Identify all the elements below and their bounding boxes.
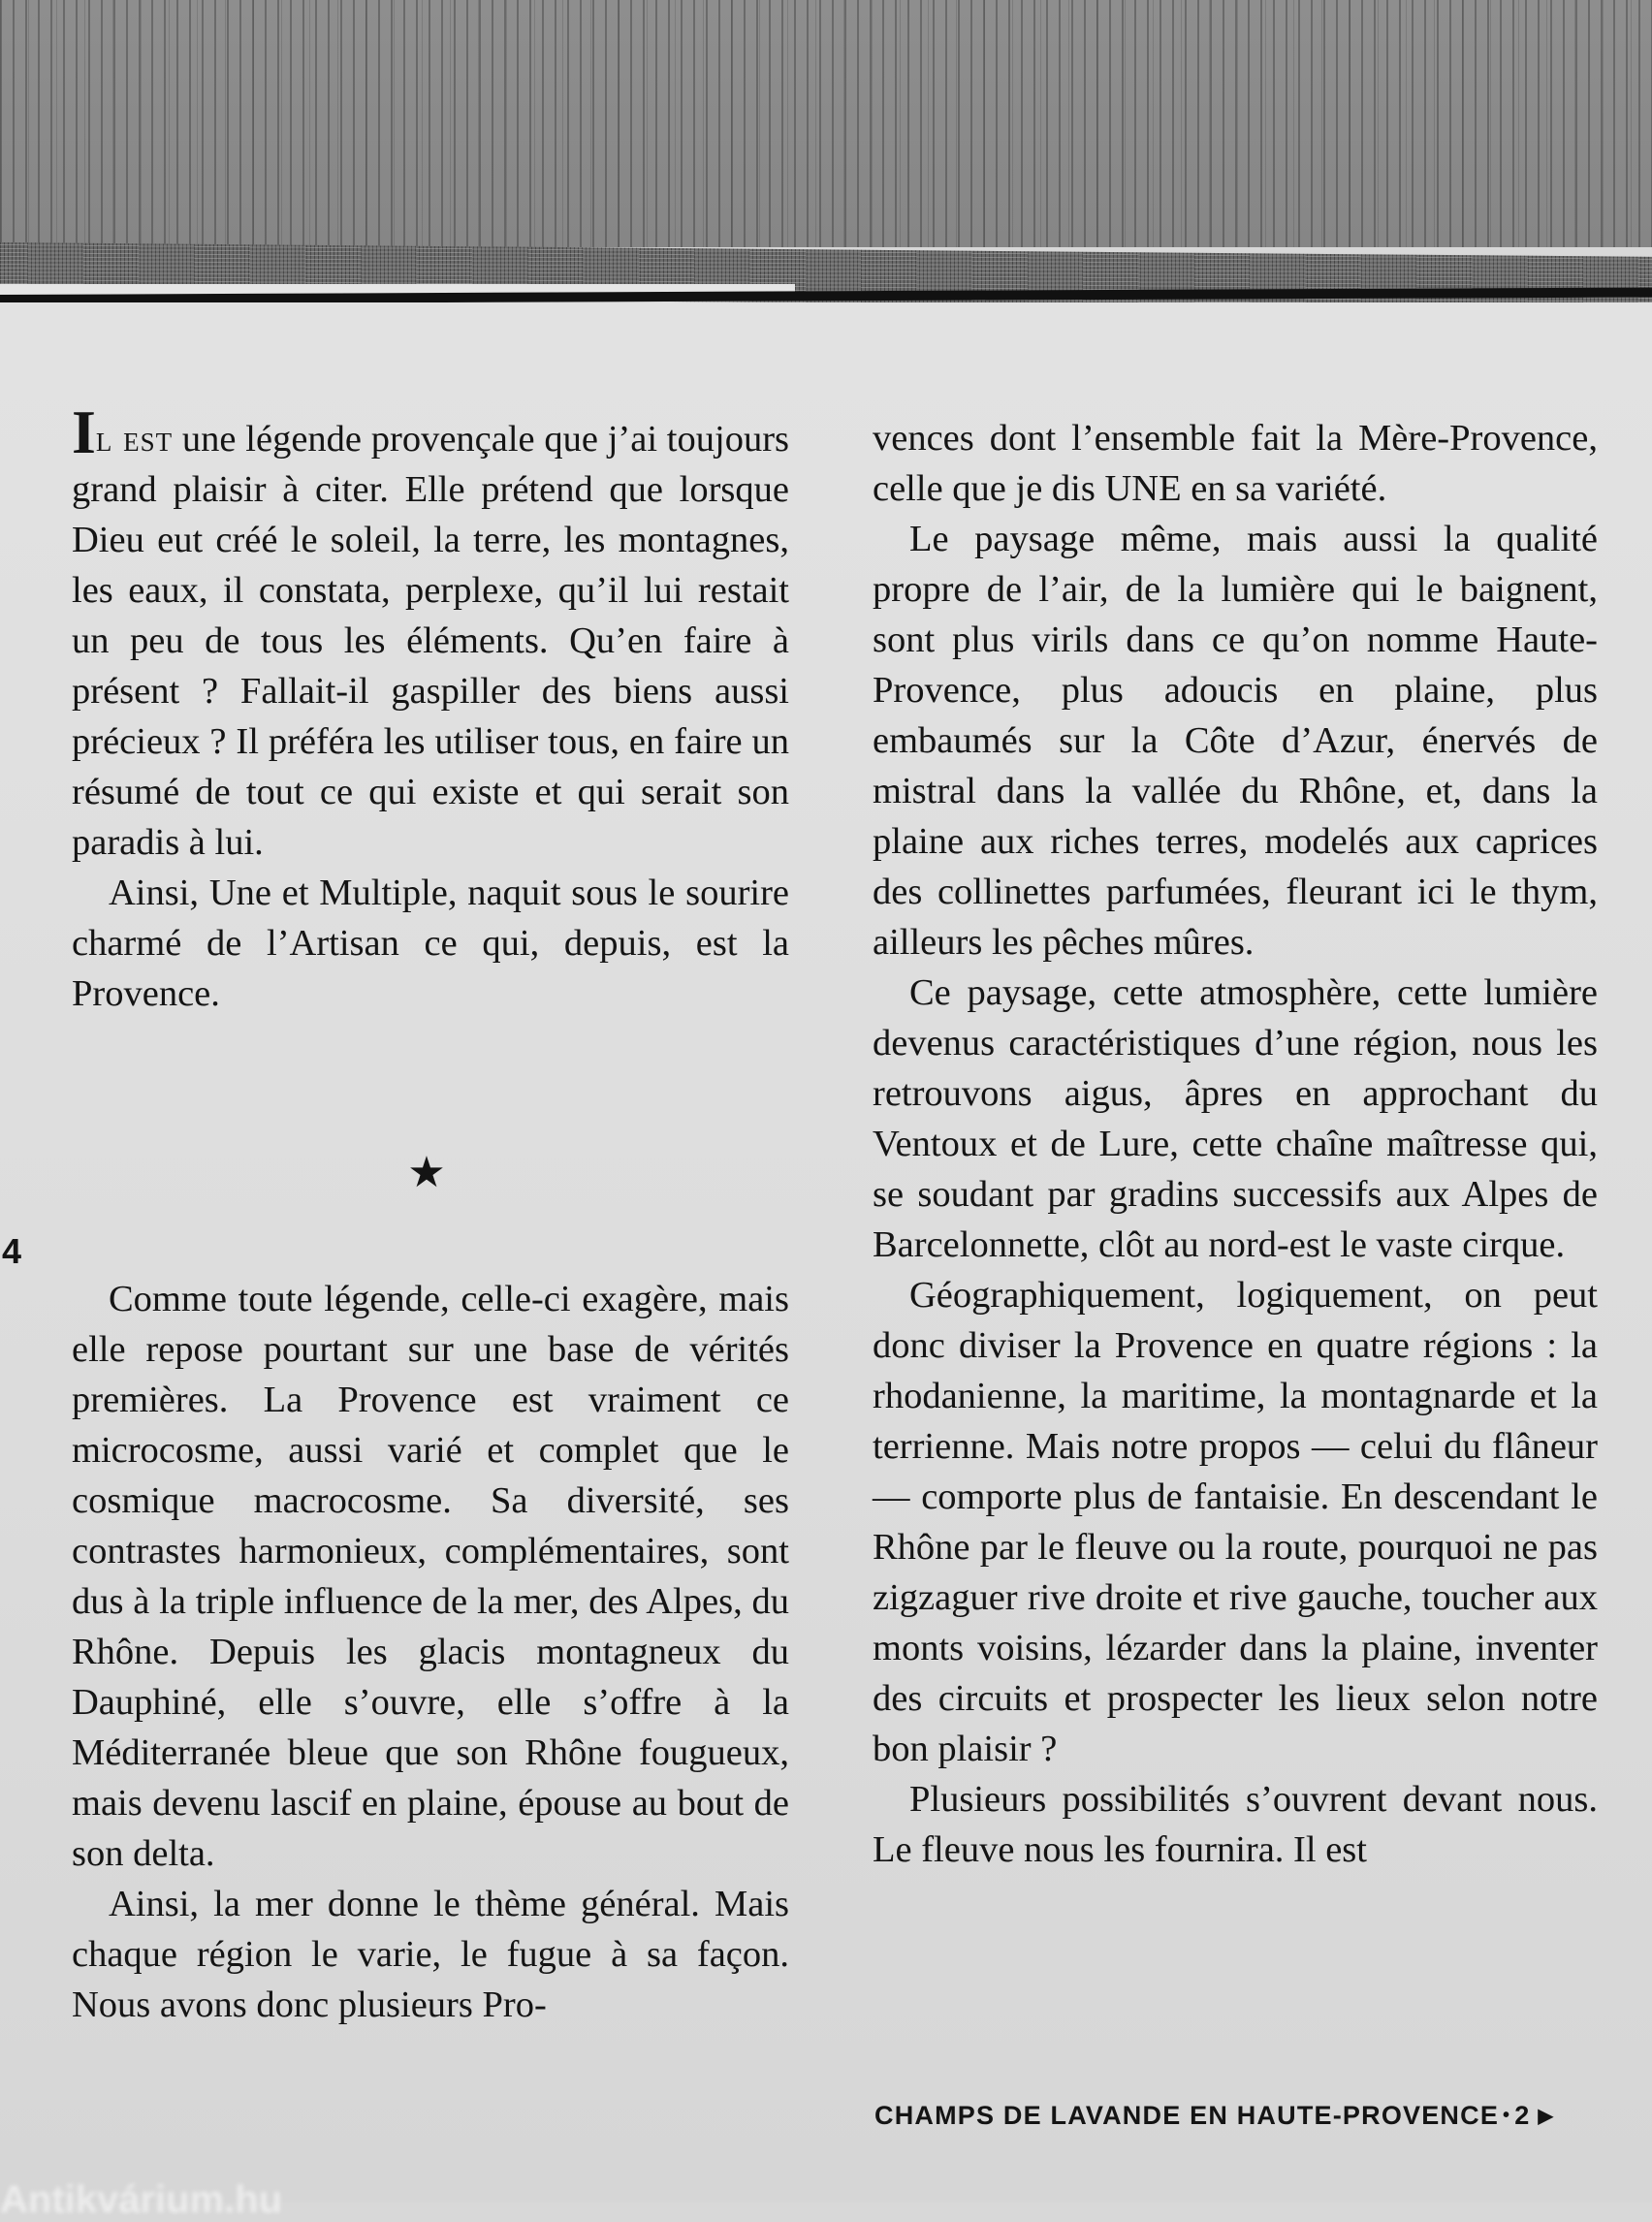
right-column bbox=[873, 413, 1598, 1875]
left-column bbox=[72, 397, 789, 1019]
paragraph: Géographiquement, logiquement, on peut donc diviser la Provence en quatre régions : la rhodanienne, la maritime, la montagnarde et la terrienne. Mais notre propos — celui du flâneur — comporte plus de fantaisie. En descendant le Rhône par le fleuve ou la route, pourquoi ne pas zigzaguer rive droite et rive gauche, toucher aux monts voisins, lézarder dans la plaine, inventer des circuits et prospecter les lieux selon notre bon plaisir ? bbox=[873, 1275, 1598, 1769]
book-page bbox=[0, 302, 1652, 2221]
watermark: Antikvárium.hu bbox=[0, 2178, 283, 2221]
right-arrow-icon: ▶ bbox=[1538, 2106, 1555, 2127]
drop-cap: I bbox=[72, 397, 96, 466]
plate-number: 2 bbox=[1514, 2101, 1531, 2130]
paragraph-opening bbox=[72, 397, 789, 868]
paragraph: Ainsi, Une et Multiple, naquit sous le sourire charmé de l’Artisan ce qui, depuis, est la Provence. bbox=[72, 873, 789, 1014]
left-column-continued bbox=[72, 1274, 789, 2030]
bullet-icon: • bbox=[1503, 2105, 1511, 2126]
opening-small-caps: l est bbox=[95, 419, 174, 460]
page-number: 4 bbox=[2, 1231, 22, 1271]
paragraph: Ainsi, la mer donne le thème général. Mais chaque région le varie, le fugue à sa façon. Nous avons donc plusieurs Pro- bbox=[72, 1884, 789, 2025]
paragraph-text: une légende provençale que j’ai toujours grand plaisir à citer. Elle prétend que lorsque Dieu eut créé le soleil, la terre, les montagnes, les eaux, il constata, perplexe, qu’il lui restait un peu de tous les éléments. Qu’en faire à présent ? Fallait-il gaspiller des biens aussi précieux ? Il préféra les utiliser tous, en faire un résumé de tout ce qui existe et qui serait son paradis à lui. bbox=[72, 419, 789, 863]
caption-title: CHAMPS DE LAVANDE EN HAUTE-PROVENCE bbox=[874, 2101, 1500, 2130]
paragraph: Comme toute légende, celle-ci exagère, mais elle repose pourtant sur une base de vérités premières. La Provence est vraiment ce microcosme, aussi varié et complet que le cosmique macrocosme. Sa diversité, ses contrastes harmonieux, complémentaires, sont dus à la triple influence de la mer, des Alpes, du Rhône. Depuis les glacis montagneux du Dauphiné, elle s’ouvre, elle s’offre à la Méditerranée bleue que son Rhône fougueux, mais devenu lascif en plaine, épouse au bout de son delta. bbox=[72, 1279, 789, 1874]
paragraph: Plusieurs possibilités s’ouvrent devant nous. Le fleuve nous les fournira. Il est bbox=[873, 1779, 1598, 1870]
plate-caption-reference bbox=[874, 2101, 1554, 2131]
book-cover-backdrop bbox=[0, 0, 1652, 247]
paragraph: Le paysage même, mais aussi la qualité propre de l’air, de la lumière qui le baignent, sont plus virils dans ce qu’on nomme Haute-Provence, plus adoucis en plaine, plus embaumés sur la Côte d’Azur, énervés de mistral dans la vallée du Rhône, et, dans la plaine aux riches terres, modelés aux caprices des collinettes parfumées, fleurant ici le thym, ailleurs les pêches mûres. bbox=[873, 519, 1598, 963]
star-separator-icon: ★ bbox=[407, 1148, 446, 1197]
paragraph: Ce paysage, cette atmosphère, cette lumière devenus caractéristiques d’une région, nous les retrouvons aigus, âpres en approchant du Ventoux et de Lure, cette chaîne maîtresse qui, se soudant par gradins successifs aux Alpes de Barcelonnette, clôt au nord-est le vaste cirque. bbox=[873, 972, 1598, 1265]
paragraph: vences dont l’ensemble fait la Mère-Provence, celle que je dis UNE en sa variété. bbox=[873, 418, 1598, 509]
